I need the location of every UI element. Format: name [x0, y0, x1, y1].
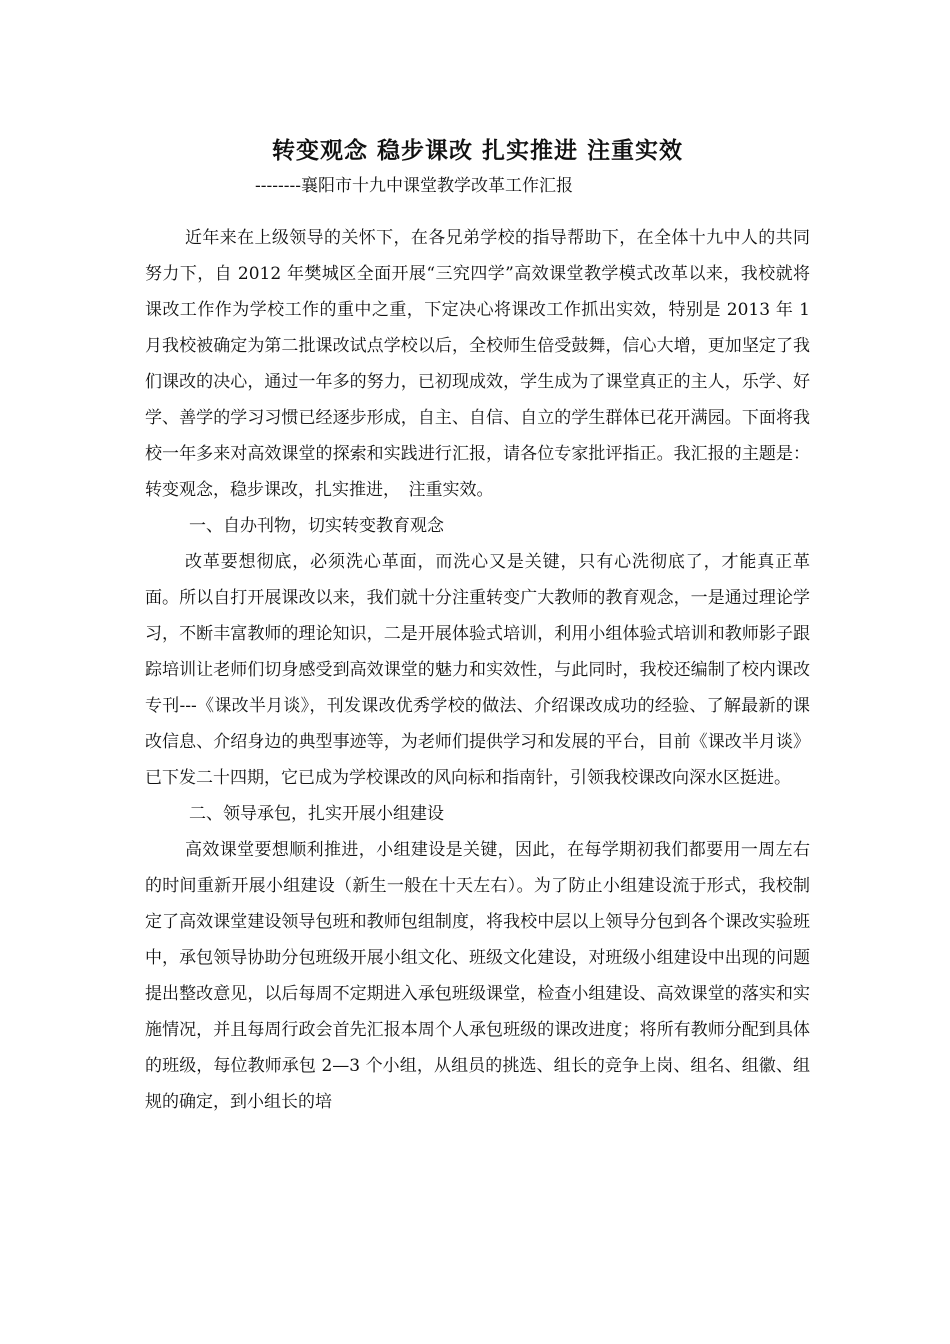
- section-1-heading: 一、自办刊物，切实转变教育观念: [189, 516, 444, 536]
- intro-paragraph: 近年来在上级领导的关怀下，在各兄弟学校的指导帮助下，在全体十九中人的共同努力下，自 2012 年樊城区全面开展“三究四学”高效课堂教学模式改革以来，我校就将课改工作作为学校工作的重中之重，下定决心将课改工作抓出实效，特别是 2013 年 1 月我校被确定为第二批课改试点学校以后，全校师生倍受鼓舞，信心大增，更加坚定了我们课改的决心，通过一年多的努力，已初现成效，学生成为了课堂真正的主人，乐学、好学、善学的学习习惯已经逐步形成，自主、自信、自立的学生群体已花开满园。下面将我校一年多来对高效课堂的探索和实践进行汇报，请各位专家批评指正。我汇报的主题是：转变观念，稳步课改，扎实推进， 注重实效。: [145, 228, 810, 500]
- section-1-paragraph: 改革要想彻底，必须洗心革面，而洗心又是关键，只有心洗彻底了，才能真正革面。所以自打开展课改以来，我们就十分注重转变广大教师的教育观念，一是通过理论学习，不断丰富教师的理论知识，二是开展体验式培训，利用小组体验式培训和教师影子跟踪培训让老师们切身感受到高效课堂的魅力和实效性，与此同时，我校还编制了校内课改专刊---《课改半月谈》，刊发课改优秀学校的做法、介绍课改成功的经验、了解最新的课改信息、介绍身边的典型事迹等，为老师们提供学习和发展的平台，目前《课改半月谈》已下发二十四期，它已成为学校课改的风向标和指南针，引领我校课改向深水区挺进。: [145, 552, 810, 788]
- document-title: 转变观念 稳步课改 扎实推进 注重实效: [271, 137, 684, 164]
- section-2-heading: 二、领导承包，扎实开展小组建设: [189, 804, 444, 824]
- section-2-paragraph: 高效课堂要想顺利推进，小组建设是关键，因此，在每学期初我们都要用一周左右的时间重新开展小组建设（新生一般在十天左右）。为了防止小组建设流于形式，我校制定了高效课堂建设领导包班和教师包组制度，将我校中层以上领导分包到各个课改实验班中，承包领导协助分包班级开展小组文化、班级文化建设，对班级小组建设中出现的问题提出整改意见，以后每周不定期进入承包班级课堂，检查小组建设、高效课堂的落实和实施情况，并且每周行政会首先汇报本周个人承包班级的课改进度；将所有教师分配到具体的班级，每位教师承包 2—3 个小组，从组员的挑选、组长的竞争上岗、组名、组徽、组规的确定，到小组长的培: [145, 840, 810, 1112]
- document-body: [145, 220, 810, 1120]
- document-subtitle: --------襄阳市十九中课堂教学改革工作汇报: [255, 176, 573, 196]
